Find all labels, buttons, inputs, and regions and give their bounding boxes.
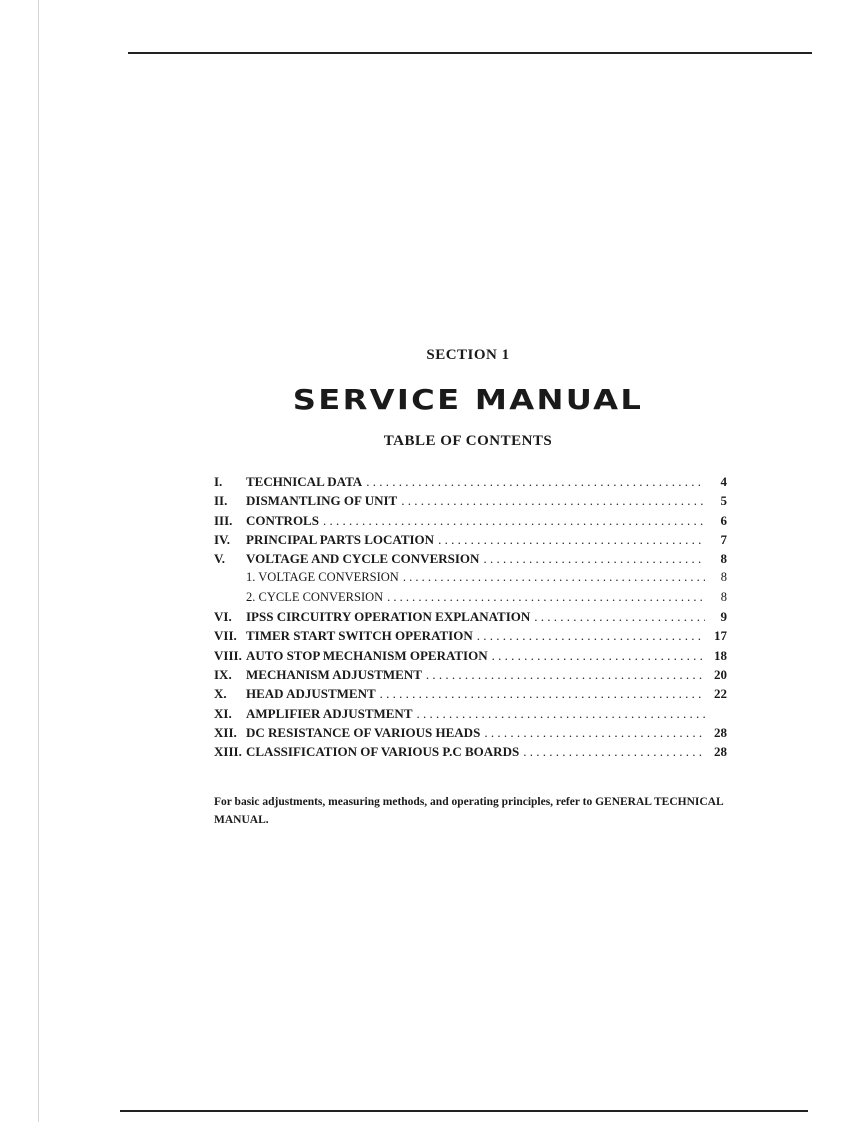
toc-dot-leader bbox=[417, 706, 706, 722]
top-rule bbox=[128, 52, 812, 54]
toc-entry-page: 8 bbox=[720, 589, 727, 604]
toc-dot-leader bbox=[492, 648, 705, 664]
toc-entry-number: V. bbox=[214, 551, 225, 567]
toc-entry-page: 8 bbox=[720, 551, 727, 567]
toc-entry-title: HEAD ADJUSTMENT bbox=[246, 686, 376, 702]
toc-entry-number: X. bbox=[214, 686, 227, 702]
toc-entry bbox=[214, 474, 727, 493]
toc-entry bbox=[214, 609, 727, 628]
toc-entry-number: II. bbox=[214, 493, 228, 509]
toc-entry-number: IV. bbox=[214, 531, 231, 547]
toc-entry-number: IX. bbox=[214, 666, 232, 682]
toc-dot-leader bbox=[477, 628, 705, 644]
toc-entry-page: 20 bbox=[714, 666, 727, 682]
toc-entry bbox=[214, 628, 727, 647]
section-label: SECTION 1 bbox=[426, 347, 510, 363]
toc-entry-page: 5 bbox=[720, 493, 727, 509]
toc-entry-title: TECHNICAL DATA bbox=[246, 474, 363, 489]
toc-entry-page: 17 bbox=[714, 628, 727, 644]
toc-entry-title: AMPLIFIER ADJUSTMENT bbox=[246, 705, 413, 721]
toc-entry bbox=[214, 532, 727, 551]
toc-dot-leader bbox=[387, 590, 705, 605]
toc-entry bbox=[214, 667, 727, 686]
toc-entry bbox=[214, 493, 727, 512]
toc-entry-title: 2. CYCLE CONVERSION bbox=[246, 589, 384, 604]
toc-entry bbox=[214, 725, 727, 744]
toc-entry-number: VI. bbox=[214, 609, 232, 625]
footnote: For basic adjustments, measuring methods, and operating principles, refer to GENERAL TECHNICAL MANUAL. bbox=[214, 796, 724, 826]
toc-entry-page: 4 bbox=[720, 474, 727, 489]
toc-dot-leader bbox=[483, 551, 705, 567]
bottom-rule bbox=[120, 1110, 808, 1112]
toc-entry-page: 7 bbox=[720, 531, 727, 547]
toc-dot-leader bbox=[534, 609, 705, 625]
toc-entry-page: 6 bbox=[720, 512, 727, 528]
toc-entry-title: PRINCIPAL PARTS LOCATION bbox=[246, 531, 435, 547]
toc-dot-leader bbox=[426, 667, 705, 683]
toc-subentry bbox=[214, 590, 727, 609]
toc-dot-leader bbox=[438, 532, 705, 548]
table-of-contents bbox=[214, 474, 727, 763]
toc-entry-title: 1. VOLTAGE CONVERSION bbox=[246, 570, 399, 585]
toc-entry bbox=[214, 513, 727, 532]
toc-entry-page: 18 bbox=[714, 647, 727, 663]
toc-entry-number: III. bbox=[214, 512, 233, 528]
toc-dot-leader bbox=[484, 725, 705, 741]
toc-entry-title: DISMANTLING OF UNIT bbox=[246, 493, 398, 509]
toc-entry-number: XIII. bbox=[214, 744, 242, 760]
toc-entry bbox=[214, 744, 727, 763]
toc-dot-leader bbox=[380, 686, 705, 702]
page-binding-edge bbox=[38, 0, 39, 1122]
toc-entry bbox=[214, 706, 727, 725]
toc-entry-title: CLASSIFICATION OF VARIOUS P.C BOARDS bbox=[246, 744, 520, 760]
toc-entry-title: VOLTAGE AND CYCLE CONVERSION bbox=[246, 551, 480, 567]
toc-subentry bbox=[214, 570, 727, 589]
toc-dot-leader bbox=[401, 493, 705, 509]
toc-entry-number: VIII. bbox=[214, 647, 242, 663]
toc-entry-page: 9 bbox=[720, 609, 727, 625]
toc-entry-number: I. bbox=[214, 474, 223, 489]
page-title: SERVICE MANUAL bbox=[292, 383, 644, 416]
toc-entry-title: DC RESISTANCE OF VARIOUS HEADS bbox=[246, 724, 481, 740]
toc-entry bbox=[214, 648, 727, 667]
toc-dot-leader bbox=[523, 744, 705, 760]
toc-dot-leader bbox=[403, 570, 705, 585]
toc-entry-title: TIMER START SWITCH OPERATION bbox=[246, 628, 473, 644]
toc-entry-page: 28 bbox=[714, 724, 727, 740]
toc-entry bbox=[214, 686, 727, 705]
toc-entry-number: VII. bbox=[214, 628, 237, 644]
toc-heading: TABLE OF CONTENTS bbox=[383, 433, 553, 449]
toc-entry-page: 22 bbox=[714, 686, 727, 702]
toc-dot-leader bbox=[323, 513, 705, 529]
toc-entry-title: CONTROLS bbox=[246, 512, 319, 528]
toc-entry-title: AUTO STOP MECHANISM OPERATION bbox=[246, 647, 488, 663]
toc-entry-title: MECHANISM ADJUSTMENT bbox=[246, 666, 422, 682]
toc-entry-title: IPSS CIRCUITRY OPERATION EXPLANATION bbox=[246, 609, 531, 625]
toc-entry-number: XI. bbox=[214, 705, 232, 721]
toc-entry-page: 8 bbox=[720, 570, 727, 585]
toc-entry-number: XII. bbox=[214, 724, 237, 740]
toc-entry-page: 28 bbox=[714, 744, 727, 760]
toc-entry bbox=[214, 551, 727, 570]
toc-dot-leader bbox=[366, 474, 705, 490]
